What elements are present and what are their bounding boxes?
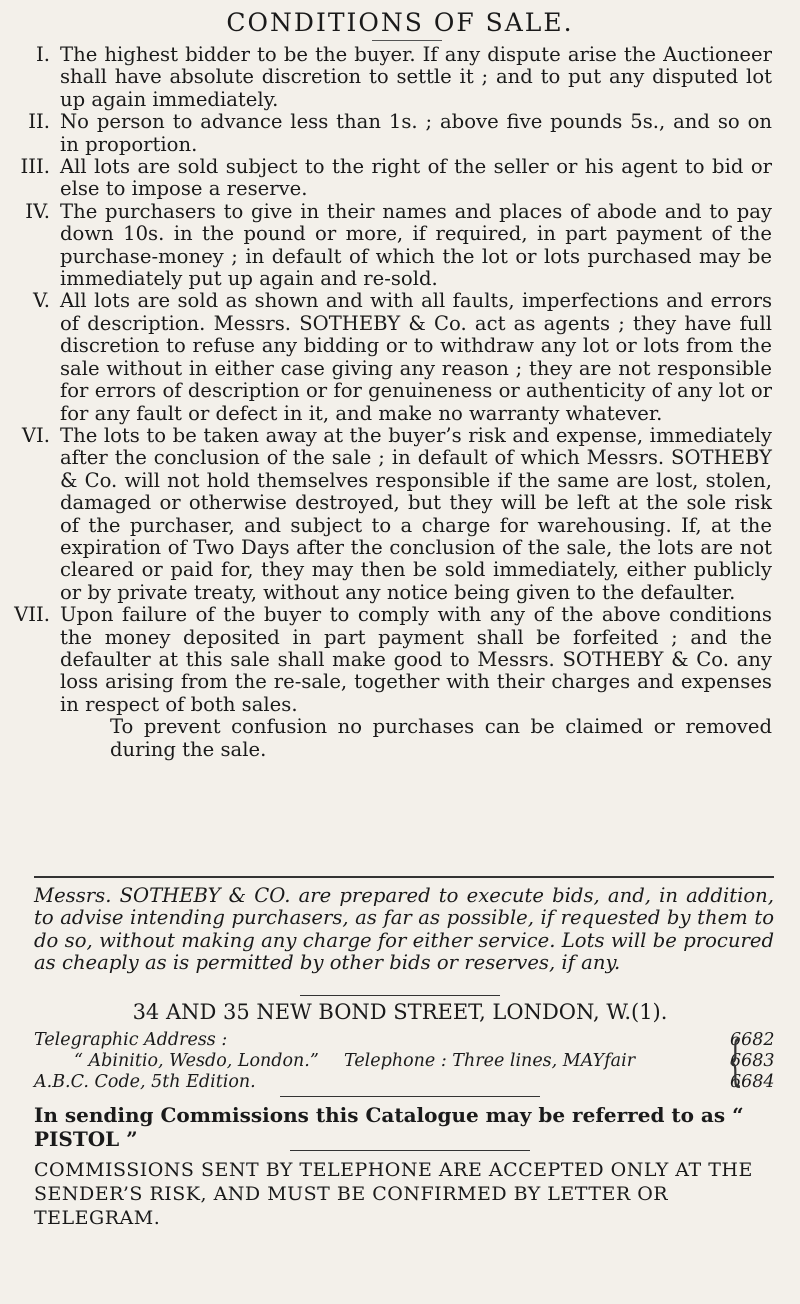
conditions-list xyxy=(0,44,800,761)
address-line: 34 AND 35 NEW BOND STREET, LONDON, W.(1). xyxy=(132,1000,668,1024)
condition-item xyxy=(0,156,800,201)
condition-text: The purchasers to give in their names and places of abode and to pay down 10s. in the pound or more, if required, in part payment of the purchase-money ; in default of which the lot or lots purchased may be immediately put up again and re-sold. xyxy=(60,199,772,291)
condition-number: VII. xyxy=(14,603,50,627)
telegraphic-label: Telegraphic Address : xyxy=(34,1030,228,1050)
condition-number: I. xyxy=(36,43,50,66)
condition-text: The lots to be taken away at the buyer’s risk and expense, immediately after the conclusion of the sale ; in default of which Messrs. SOTHEBY & Co. will not hold themselves responsible if the same are lost, stolen, damaged or otherwise destroyed, but they will be left at the sole risk of the purchaser, and subject to a charge for warehousing. If, at the expiration of Two Days after the conclusion of the sale, the lots are not cleared or paid for, they may then be sold immediately, either publicly or by private treaty, without any notice being given to the defaulter. xyxy=(60,423,772,604)
phone-number-1: 6682 xyxy=(730,1030,775,1050)
prevent-confusion-note: To prevent confusion no purchases can be claimed or removed during the sale. xyxy=(110,715,772,761)
phone-number-2: 6683 xyxy=(730,1051,775,1071)
condition-item xyxy=(0,425,800,604)
condition-item xyxy=(0,201,800,291)
telegraphic-value: “ Abinitio, Wesdo, London.” xyxy=(74,1051,319,1071)
page-title: CONDITIONS OF SALE. xyxy=(226,8,574,37)
condition-text: All lots are sold subject to the right of the seller or his agent to bid or else to impose a reserve. xyxy=(60,155,772,201)
condition-number: IV. xyxy=(25,199,50,223)
condition-number: II. xyxy=(28,110,50,134)
condition-text: Upon failure of the buyer to comply with any of the above conditions the money deposited in part payment shall be forfeited ; and the defaulter at this sale shall make good to Messrs. SOTHEBY & Co. any loss arising from the re-sale, together with their charges and expenses in respect of both sales. xyxy=(60,603,772,716)
condition-item xyxy=(0,44,800,111)
bids-paragraph: Messrs. SOTHEBY & CO. are prepared to execute bids, and, in addition, to advise intending purchasers, as far as possible, if requested by them to do so, without making any charge for either service. Lots will be procured as cheaply as is permitted by other bids or reserves, if any. xyxy=(34,884,774,975)
divider-rule-short xyxy=(290,1150,530,1151)
divider-rule-short xyxy=(300,995,500,996)
condition-text: All lots are sold as shown and with all faults, imperfections and errors of description. Messrs. SOTHEBY & Co. act as agents ; they have full discretion to refuse any bidding or to withdraw any lot or lots from the sale without in either case giving any reason ; they are not responsible for errors of description or for genuineness or authenticity of any lot or for any fault or defect in it, and make no warranty whatever. xyxy=(60,289,772,425)
condition-number: III. xyxy=(20,155,50,179)
condition-text: No person to advance less than 1s. ; above five pounds 5s., and so on in proportion. xyxy=(60,110,772,156)
divider-rule xyxy=(34,876,774,878)
title-underline xyxy=(372,40,442,41)
condition-item xyxy=(0,290,800,424)
contact-block xyxy=(34,1030,774,1093)
telephone-label: Telephone : Three lines, MAYfair xyxy=(344,1051,636,1071)
condition-item xyxy=(0,604,800,716)
condition-text: The highest bidder to be the buyer. If any dispute arise the Auctioneer shall have absolute discretion to settle it ; and to put any disputed lot up again immediately. xyxy=(60,43,772,111)
brace-icon: { xyxy=(727,1029,743,1092)
phone-number-3: 6684 xyxy=(730,1072,775,1092)
condition-number: VI. xyxy=(21,423,50,447)
catalogue-reference-note: In sending Commissions this Catalogue may be referred to as “ PISTOL ” xyxy=(34,1103,744,1151)
abc-code: A.B.C. Code, 5th Edition. xyxy=(34,1072,256,1092)
commissions-note: COMMISSIONS SENT BY TELEPHONE ARE ACCEPTED ONLY AT THE SENDER’S RISK, AND MUST BE CONFIRMED BY LETTER OR TELEGRAM. xyxy=(34,1159,753,1229)
divider-rule-short xyxy=(280,1096,540,1097)
condition-number: V. xyxy=(33,289,50,313)
condition-item xyxy=(0,111,800,156)
